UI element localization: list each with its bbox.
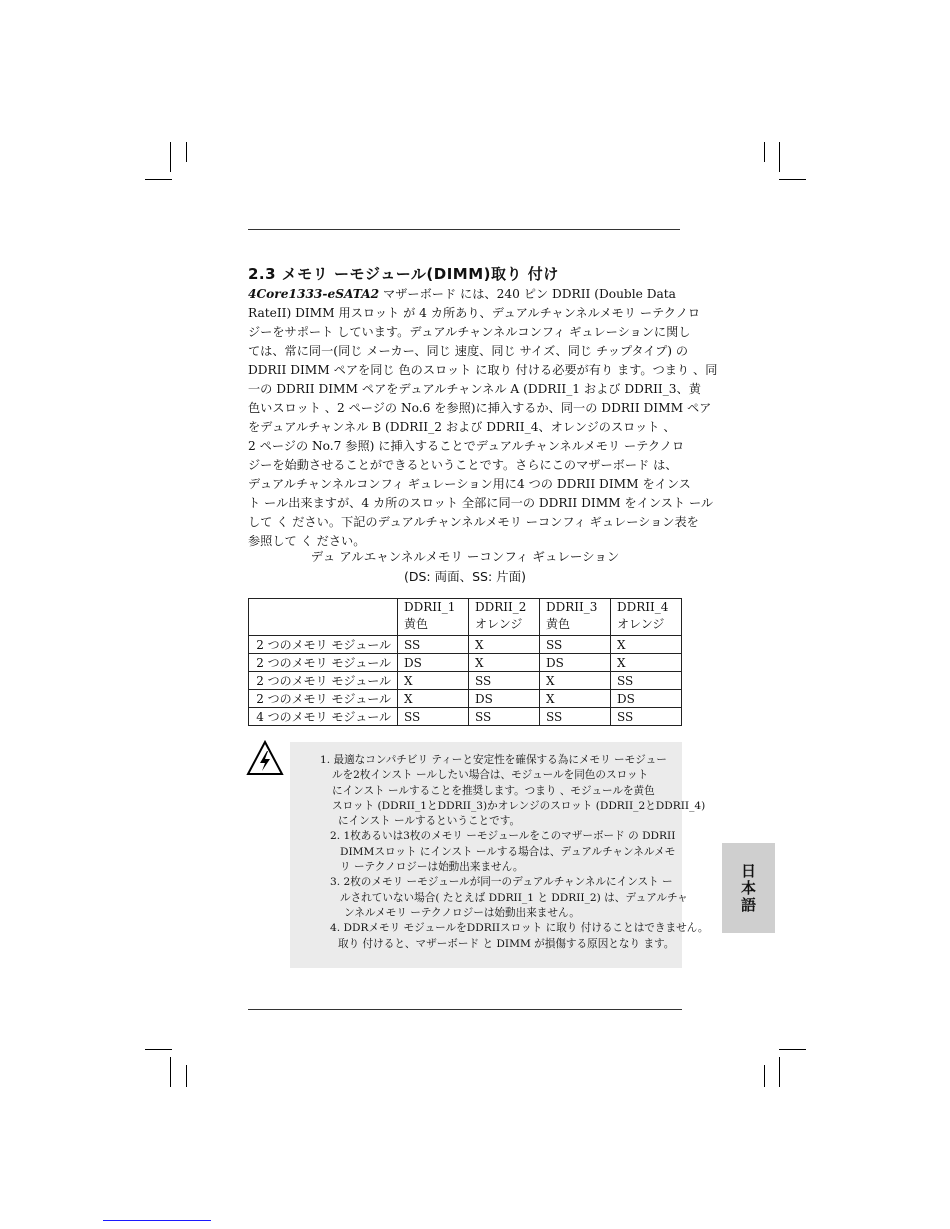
crop-mark (764, 142, 765, 162)
note-line: 3. 2枚のメモリ ーモジュールが同一のデュアルチャンネルにインスト ー (330, 876, 673, 889)
section-title: 2.3 メモリ ーモジュール(DIMM)取り 付け (248, 265, 559, 283)
note-line: DIMMスロット にインスト ールする場合は、デュアルチャンネルメモ (340, 845, 676, 858)
header-rule (248, 229, 680, 230)
dual-channel-config-table (248, 598, 682, 726)
notes-text (320, 753, 709, 952)
table-cell: X (611, 654, 682, 672)
note-line: 2. 1枚あるいは3枚のメモリ ーモジュールをこのマザーボード の DDRII (330, 830, 676, 843)
column-header: DDRII_4 オレンジ (611, 599, 682, 636)
language-side-tab (722, 843, 775, 933)
language-tab-label: 日本語 (739, 862, 757, 914)
table-cell: X (540, 672, 611, 690)
intro-line: 4Core1333-eSATA2 マザーボード には、240 ピン DDRII (Double Data (248, 287, 676, 301)
crop-mark (764, 1065, 765, 1087)
note-line: にインスト ールすることを推奨します。つまり 、モジュールを黄色 (332, 784, 655, 797)
column-header: DDRII_2 オレンジ (469, 599, 540, 636)
crop-mark (145, 1049, 172, 1050)
note-line: ルを2枚インスト ールしたい場合は、モジュールを同色のスロット (332, 769, 649, 782)
table-cell: X (398, 690, 469, 708)
note-line: ンネルメモリ ーテクノロジーは始動出来ません。 (344, 906, 580, 919)
table-cell: DS (540, 654, 611, 672)
table-row (249, 654, 682, 672)
footer-rule (248, 1009, 682, 1010)
table-cell: SS (469, 672, 540, 690)
note-line: ルされていない場合( たとえば DDRII_1 と DDRII_2) は、デュアルチャ (340, 891, 688, 904)
note-line: 取り 付けると、マザーボード と DIMM が損傷する原因となり ます。 (338, 937, 675, 950)
table-header-row (249, 599, 682, 636)
table-row (249, 672, 682, 690)
table-cell: SS (611, 708, 682, 726)
column-header: DDRII_1 黄色 (398, 599, 469, 636)
crop-mark (779, 142, 780, 172)
intro-line: をデュアルチャンネル B (DDRII_2 および DDRII_4、オレンジのスロット 、 (248, 420, 676, 434)
table-cell: X (469, 654, 540, 672)
crop-mark (779, 1049, 806, 1050)
table-cell: X (611, 636, 682, 654)
note-line: 1. 最適なコンパチビリ ティーと安定性を確保する為にメモリ ーモジュー (320, 754, 667, 766)
table-subtitle: (DS: 両面、SS: 片面) (403, 569, 527, 584)
table-cell: DS (469, 690, 540, 708)
crop-mark (779, 179, 806, 180)
intro-line: ては、常に同一(同じ メーカー、同じ 速度、同じ サイズ、同じ チップタイプ) の (248, 344, 689, 358)
model-name: 4Core1333-eSATA2 (248, 287, 380, 301)
table-cell: X (469, 636, 540, 654)
row-label: 2 つのメモリ モジュール (249, 636, 398, 654)
bottom-underline (103, 1220, 211, 1221)
intro-paragraph (248, 285, 718, 551)
intro-line: 2 ページの No.7 参照) に挿入することでデュアルチャンネルメモリ ーテクノロ (248, 439, 685, 453)
crop-mark (186, 142, 187, 162)
table-corner-cell (249, 599, 398, 636)
table-cell: SS (611, 672, 682, 690)
table-cell: DS (611, 690, 682, 708)
intro-line: して く ださい。下記のデュアルチャンネルメモリ ーコンフィ ギュレーション表を (248, 515, 699, 529)
column-header: DDRII_3 黄色 (540, 599, 611, 636)
table-cell: SS (540, 636, 611, 654)
intro-line: RateII) DIMM 用スロット が 4 カ所あり、デュアルチャンネルメモリ ーテクノロ (248, 306, 701, 320)
crop-mark (145, 179, 172, 180)
intro-line: 一の DDRII DIMM ペアをデュアルチャンネル A (DDRII_1 および DDRII_3、黄 (248, 382, 701, 396)
intro-line: DDRII DIMM ペアを同じ 色のスロット に取り 付ける必要が有り ます。つまり 、同 (248, 363, 718, 377)
intro-line: 参照して く ださい。 (248, 534, 366, 548)
intro-line: ジーを始動させることができるということです。さらにこのマザーボード は、 (248, 458, 678, 472)
table-row (249, 690, 682, 708)
table-cell: SS (398, 636, 469, 654)
row-label: 2 つのメモリ モジュール (249, 690, 398, 708)
intro-line: ジーをサポート しています。デュアルチャンネルコンフィ ギュレーションに関し (248, 325, 691, 339)
note-line: リ ーテクノロジーは始動出来ません。 (340, 861, 524, 874)
crop-mark (170, 1057, 171, 1087)
table-cell: SS (469, 708, 540, 726)
intro-line: ト ール出来ますが、4 カ所のスロット 全部に同一の DDRII DIMM をインスト ール (248, 496, 714, 510)
row-label: 2 つのメモリ モジュール (249, 672, 398, 690)
note-line: にインスト ールするということです。 (338, 815, 521, 828)
table-row (249, 636, 682, 654)
note-line: スロット (DDRII_1とDDRII_3)かオレンジのスロット (DDRII_2とDDRII_4) (332, 799, 706, 812)
table-cell: X (540, 690, 611, 708)
row-label: 4 つのメモリ モジュール (249, 708, 398, 726)
table-cell: DS (398, 654, 469, 672)
table-cell: X (398, 672, 469, 690)
table-cell: SS (398, 708, 469, 726)
crop-mark (779, 1057, 780, 1087)
table-title: デュ アルエャンネルメモリ ーコンフィ ギュレーション (310, 549, 620, 564)
crop-mark (170, 142, 171, 172)
table-cell: SS (540, 708, 611, 726)
crop-mark (186, 1065, 187, 1087)
note-line: 4. DDRメモリ モジュールをDDRIIスロット に取り 付けることはできません。 (330, 922, 709, 935)
row-label: 2 つのメモリ モジュール (249, 654, 398, 672)
table-row (249, 708, 682, 726)
warning-icon (246, 740, 284, 778)
intro-line: 色いスロット 、2 ページの No.6 を参照)に挿入するか、同一の DDRII DIMM ペア (248, 401, 712, 415)
intro-line: デュアルチャンネルコンフィ ギュレーション用に4 つの DDRII DIMM をインス (248, 477, 691, 491)
